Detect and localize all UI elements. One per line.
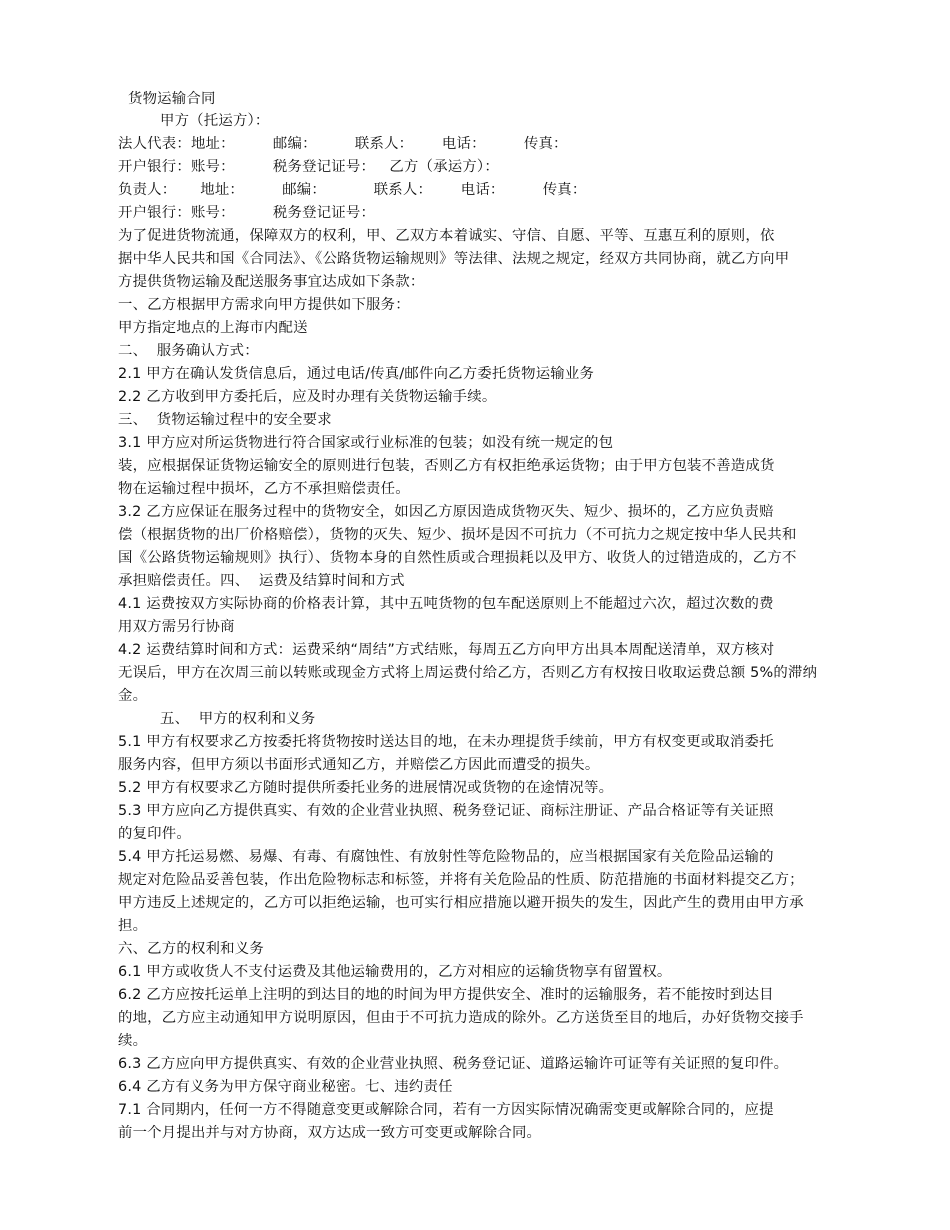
section-heading: 二、 服务确认方式： bbox=[118, 343, 259, 359]
paragraph-line: 甲方指定地点的上海市内配送 bbox=[118, 320, 308, 336]
clause-line: 无误后，甲方在次周三前以转账或现金方式将上周运费付给乙方，否则乙方有权按日收取运费总额 5%的滞纳 bbox=[118, 665, 818, 681]
clause-line: 装，应根据保证货物运输安全的原则进行包装，否则乙方有权拒绝承运货物；由于甲方包装不善造成货 bbox=[118, 458, 775, 474]
clause-line: 服务内容，但甲方须以书面形式通知乙方，并赔偿乙方因此而遭受的损失。 bbox=[118, 757, 600, 773]
clause-line: 承担赔偿责任。四、 运费及结算时间和方式 bbox=[118, 573, 405, 589]
section-heading: 五、 甲方的权利和义务 bbox=[160, 711, 316, 727]
clause-line: 国《公路货物运输规则》执行）、货物本身的自然性质或合理损耗以及甲方、收货人的过错造成的，乙方不 bbox=[118, 550, 797, 566]
party-a-heading: 甲方（托运方）： bbox=[160, 113, 270, 129]
section-heading: 六、乙方的权利和义务 bbox=[118, 941, 264, 957]
section-heading: 一、乙方根据甲方需求向甲方提供如下服务： bbox=[118, 297, 410, 313]
clause-line: 4.1 运费按双方实际协商的价格表计算，其中五吨货物的包车配送原则上不能超过六次，超过次数的费 bbox=[118, 596, 774, 612]
clause-line: 5.4 甲方托运易燃、易爆、有毒、有腐蚀性、有放射性等危险物品的，应当根据国家有关危险品运输的 bbox=[118, 849, 774, 865]
clause-line: 担。 bbox=[118, 918, 148, 934]
clause-line: 前一个月提出并与对方协商，双方达成一致方可变更或解除合同。 bbox=[118, 1125, 542, 1141]
clause-line: 金。 bbox=[118, 688, 148, 704]
party-a-info-line: 法人代表：地址： 邮编： 联系人： 电话： 传真： bbox=[118, 136, 568, 152]
clause-line: 甲方违反上述规定的，乙方可以拒绝运输，也可实行相应措施以避开损失的发生，因此产生的费用由甲方承 bbox=[118, 895, 804, 911]
party-a-bank-line: 开户银行：账号： 税务登记证号： 乙方（承运方）： bbox=[118, 159, 499, 175]
clause-line: 6.4 乙方有义务为甲方保守商业秘密。七、违约责任 bbox=[118, 1079, 453, 1095]
clause-line: 5.2 甲方有权要求乙方随时提供所委托业务的进展情况或货物的在途情况等。 bbox=[118, 780, 614, 796]
clause-line: 的地，乙方应主动通知甲方说明原因，但由于不可抗力造成的除外。乙方送货至目的地后，办好货物交接手 bbox=[118, 1010, 804, 1026]
clause-line: 3.2 乙方应保证在服务过程中的货物安全，如因乙方原因造成货物灭失、短少、损坏的，乙方应负责赔 bbox=[118, 504, 774, 520]
preamble-line: 据中华人民共和国《合同法》、《公路货物运输规则》等法律、法规之规定，经双方共同协商，就乙方向甲 bbox=[118, 251, 790, 267]
party-b-bank-line: 开户银行：账号： 税务登记证号： bbox=[118, 205, 376, 221]
clause-line: 7.1 合同期内，任何一方不得随意变更或解除合同，若有一方因实际情况确需变更或解除合同的，应提 bbox=[118, 1102, 774, 1118]
clause-line: 6.3 乙方应向甲方提供真实、有效的企业营业执照、税务登记证、道路运输许可证等有关证照的复印件。 bbox=[118, 1056, 789, 1072]
clause-line: 5.3 甲方应向乙方提供真实、有效的企业营业执照、税务登记证、商标注册证、产品合格证等有关证照 bbox=[118, 803, 774, 819]
clause-line: 的复印件。 bbox=[118, 826, 191, 842]
document-title: 货物运输合同 bbox=[128, 91, 216, 107]
clause-line: 6.2 乙方应按托运单上注明的到达目的地的时间为甲方提供安全、准时的运输服务，若不能按时到达目 bbox=[118, 987, 774, 1003]
preamble-line: 方提供货物运输及配送服务事宜达成如下条款： bbox=[118, 274, 425, 290]
clause-line: 2.2 乙方收到甲方委托后，应及时办理有关货物运输手续。 bbox=[118, 389, 497, 405]
clause-line: 6.1 甲方或收货人不支付运费及其他运输费用的，乙方对相应的运输货物享有留置权。 bbox=[118, 964, 672, 980]
clause-line: 规定对危险品妥善包装，作出危险物标志和标签，并将有关危险品的性质、防范措施的书面材料提交乙方； bbox=[118, 872, 804, 888]
section-heading: 三、 货物运输过程中的安全要求 bbox=[118, 412, 332, 428]
clause-line: 3.1 甲方应对所运货物进行符合国家或行业标准的包装；如没有统一规定的包 bbox=[118, 435, 614, 451]
preamble-line: 为了促进货物流通，保障双方的权利，甲、乙双方本着诚实、守信、自愿、平等、互惠互利的原则，依 bbox=[118, 228, 775, 244]
clause-line: 续。 bbox=[118, 1033, 148, 1049]
clause-line: 2.1 甲方在确认发货信息后，通过电话/传真/邮件向乙方委托货物运输业务 bbox=[118, 366, 595, 382]
party-b-info-line: 负责人： 地址： 邮编： 联系人： 电话： 传真： bbox=[118, 182, 587, 198]
clause-line: 物在运输过程中损坏，乙方不承担赔偿责任。 bbox=[118, 481, 410, 497]
clause-line: 4.2 运费结算时间和方式：运费采纳“周结”方式结账，每周五乙方向甲方出具本周配送清单，双方核对 bbox=[118, 642, 775, 658]
clause-line: 用双方需另行协商 bbox=[118, 619, 235, 635]
clause-line: 偿（根据货物的出厂价格赔偿），货物的灭失、短少、损坏是因不可抗力（不可抗力之规定按中华人民共和 bbox=[118, 527, 797, 543]
clause-line: 5.1 甲方有权要求乙方按委托将货物按时送达目的地，在未办理提货手续前，甲方有权变更或取消委托 bbox=[118, 734, 774, 750]
